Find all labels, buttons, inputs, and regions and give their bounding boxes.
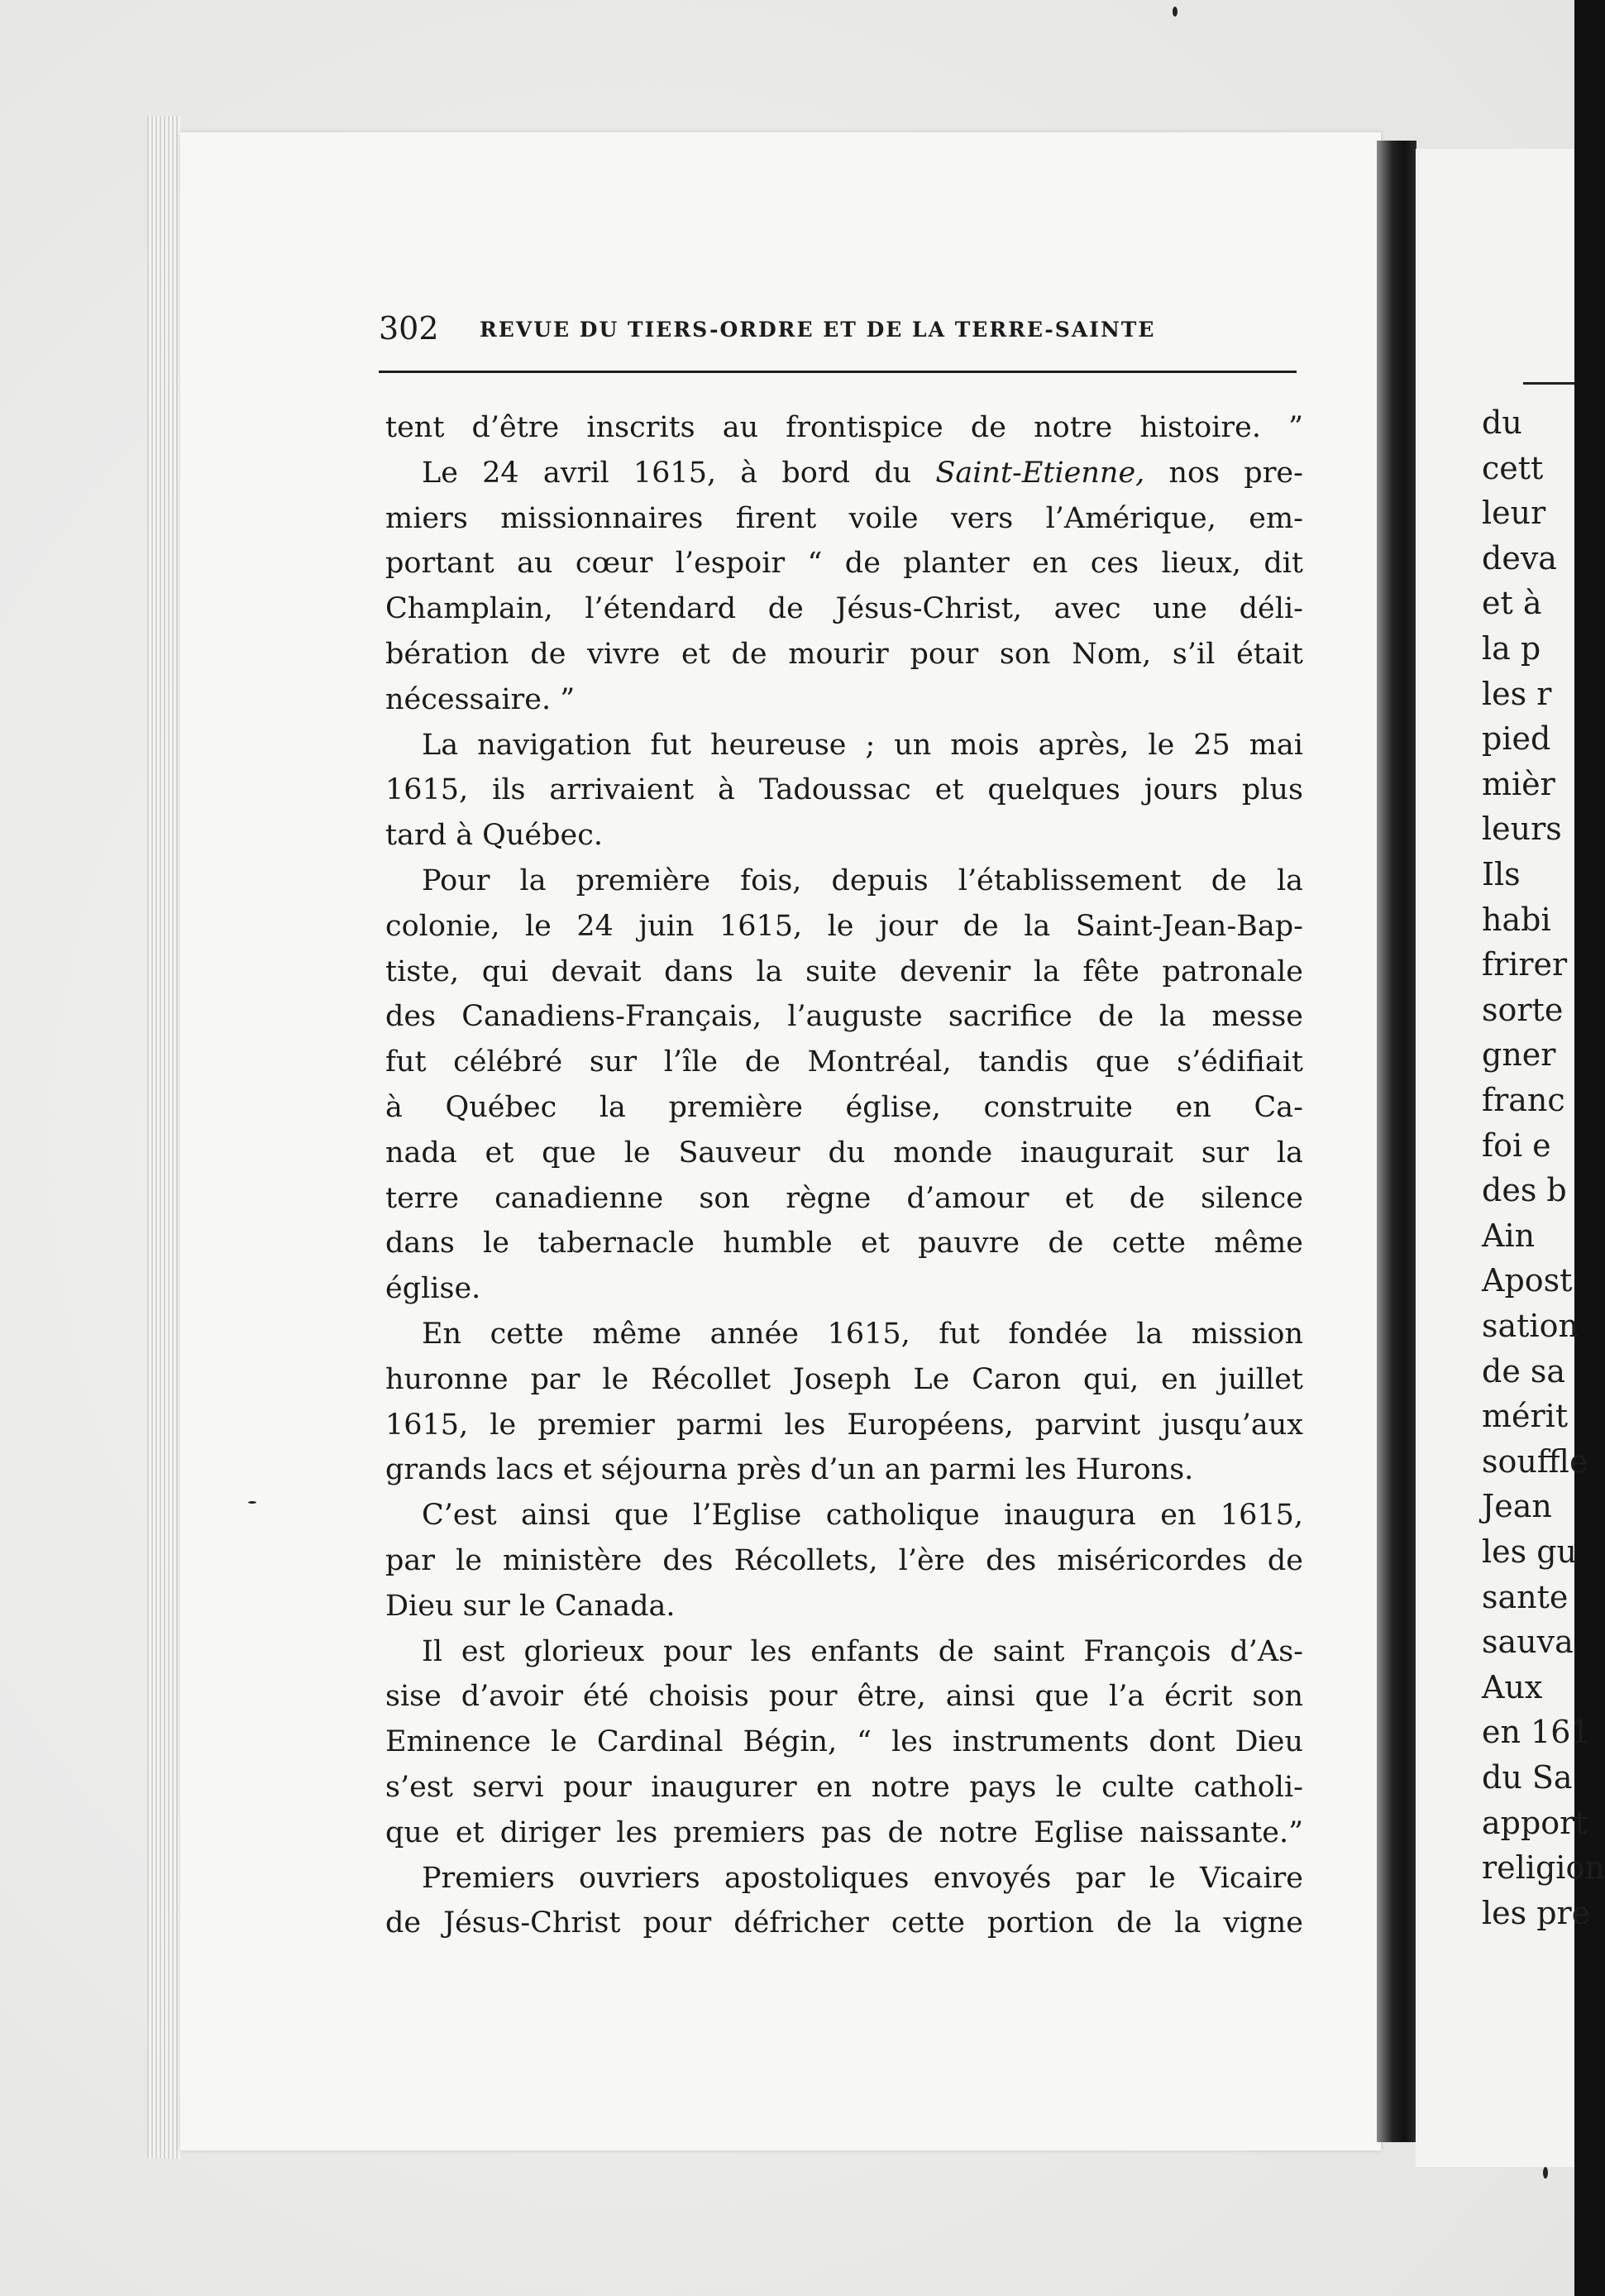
text-line: Dieu sur le Canada. (385, 1589, 676, 1623)
text-line: miers missionnaires firent voile vers l’Amérique, em- (385, 501, 1303, 535)
facing-page-fragment: des b (1482, 1172, 1567, 1209)
text-line: tard à Québec. (385, 819, 603, 853)
text-line: colonie, le 24 juin 1615, le jour de la Saint-Jean-Bap- (385, 909, 1303, 943)
text-line: des Canadiens-Français, l’auguste sacrifice de la messe (385, 1000, 1303, 1034)
text-line: sise d’avoir été choisis pour être, ainsi que l’a écrit son (385, 1680, 1303, 1714)
text-line: portant au cœur l’espoir “ de planter en ces lieux, dit (385, 547, 1303, 581)
text-line: de Jésus-Christ pour défricher cette portion de la vigne (385, 1906, 1303, 1940)
text-line: La navigation fut heureuse ; un mois après, le 25 mai (422, 728, 1303, 762)
facing-page-fragment: apport (1482, 1804, 1588, 1841)
text-line: 1615, ils arrivaient à Tadoussac et quelques jours plus (385, 773, 1303, 807)
text-line: En cette même année 1615, fut fondée la mission (422, 1317, 1303, 1351)
facing-page-fragment: religion (1482, 1849, 1605, 1887)
facing-page-fragment: sation (1482, 1308, 1579, 1344)
book-gutter (1377, 141, 1416, 2142)
facing-page-fragment: gner (1482, 1036, 1556, 1074)
text-line: fut célébré sur l’île de Montréal, tandis que s’édifiait (385, 1045, 1303, 1079)
facing-page-fragment: Ils (1482, 856, 1521, 892)
text-segment: nos pre- (1144, 456, 1303, 490)
facing-page-fragment: sante (1482, 1578, 1569, 1615)
text-line: nada et que le Sauveur du monde inaugurait sur la (385, 1136, 1303, 1170)
header-rule (379, 371, 1297, 373)
scan-speck (1173, 7, 1177, 17)
facing-page-fragment: sorte (1482, 991, 1564, 1028)
body-text (385, 405, 1303, 1946)
running-title: REVUE DU TIERS-ORDRE ET DE LA TERRE-SAINTE (480, 318, 1156, 342)
facing-page-fragment: la p (1482, 630, 1541, 667)
text-line: Il est glorieux pour les enfants de saint François d’As- (422, 1634, 1303, 1668)
text-line: par le ministère des Récollets, l’ère des miséricordes de (385, 1543, 1303, 1577)
text-segment: Le 24 avril 1615, à bord du (422, 456, 936, 490)
facing-page-fragment: cett (1482, 449, 1544, 486)
page-edges (147, 116, 180, 2159)
text-line: 1615, le premier parmi les Européens, parvint jusqu’aux (385, 1408, 1303, 1442)
facing-page-fragment: franc (1482, 1082, 1565, 1118)
page-number: 302 (379, 310, 439, 347)
text-line: église. (385, 1272, 481, 1306)
facing-page-fragment: souffle (1482, 1442, 1588, 1480)
facing-page-fragment: deva (1482, 539, 1557, 576)
facing-page-fragment: en 161 (1482, 1714, 1591, 1751)
text-line: dans le tabernacle humble et pauvre de cette même (385, 1227, 1303, 1260)
facing-page-fragment: Jean (1482, 1488, 1552, 1525)
text-line: tent d’être inscrits au frontispice de notre histoire. ” (385, 411, 1303, 444)
facing-page-fragment: frirer (1482, 946, 1568, 983)
text-line: Premiers ouvriers apostoliques envoyés par le Vicaire (422, 1861, 1303, 1895)
facing-page-fragment: de sa (1482, 1352, 1566, 1390)
text-line: Eminence le Cardinal Bégin, “ les instruments dont Dieu (385, 1725, 1303, 1759)
ship-name: Saint-Etienne, (935, 456, 1145, 490)
facing-page-fragment: mièr (1482, 765, 1555, 802)
text-line: Pour la première fois, depuis l’établissement de la (422, 863, 1303, 897)
text-line: tiste, qui devait dans la suite devenir la fête patronale (385, 954, 1303, 988)
scan-speck (1543, 2167, 1548, 2179)
scan-speck (248, 1501, 256, 1504)
text-line: bération de vivre et de mourir pour son Nom, s’il était (385, 637, 1303, 671)
text-line: à Québec la première église, construite en Ca- (385, 1090, 1303, 1124)
facing-page-fragment: Apost (1482, 1262, 1573, 1299)
facing-page-fragment: les gu (1482, 1533, 1578, 1570)
facing-page-rule (1523, 382, 1574, 385)
facing-page-fragment: du Sa (1482, 1759, 1573, 1796)
facing-page-fragment: sauva (1482, 1624, 1574, 1661)
text-line: huronne par le Récollet Joseph Le Caron qui, en juillet (385, 1362, 1303, 1396)
facing-page-fragment: leur (1482, 495, 1546, 532)
facing-page-fragment: pied (1482, 720, 1551, 758)
facing-page-fragment: leurs (1482, 811, 1562, 848)
text-line: que et diriger les premiers pas de notre Eglise naissante.” (385, 1815, 1303, 1849)
text-line: C’est ainsi que l’Eglise catholique inaugura en 1615, (422, 1499, 1303, 1533)
text-line: nécessaire. ” (385, 682, 576, 716)
facing-page-fragment: les pre (1482, 1894, 1591, 1931)
running-head (379, 310, 1288, 352)
facing-page-fragment: habi (1482, 901, 1551, 938)
text-line: grands lacs et séjourna près d’un an parmi les Hurons. (385, 1453, 1194, 1487)
facing-page-fragment: mérit (1482, 1398, 1569, 1435)
text-line: Champlain, l’étendard de Jésus-Christ, avec une déli- (385, 592, 1303, 626)
text-line: terre canadienne son règne d’amour et de silence (385, 1181, 1303, 1215)
text-line: s’est servi pour inaugurer en notre pays le culte catholi- (385, 1770, 1303, 1804)
facing-page (1416, 149, 1605, 2167)
facing-page-fragment: Aux (1482, 1668, 1543, 1705)
facing-page-fragment: du (1482, 404, 1522, 441)
facing-page-fragment: les r (1482, 675, 1552, 712)
facing-page-fragment: Ain (1482, 1217, 1536, 1254)
facing-page-fragment: foi e (1482, 1126, 1551, 1164)
text-line (385, 451, 1303, 496)
facing-page-fragment: et à (1482, 585, 1542, 622)
